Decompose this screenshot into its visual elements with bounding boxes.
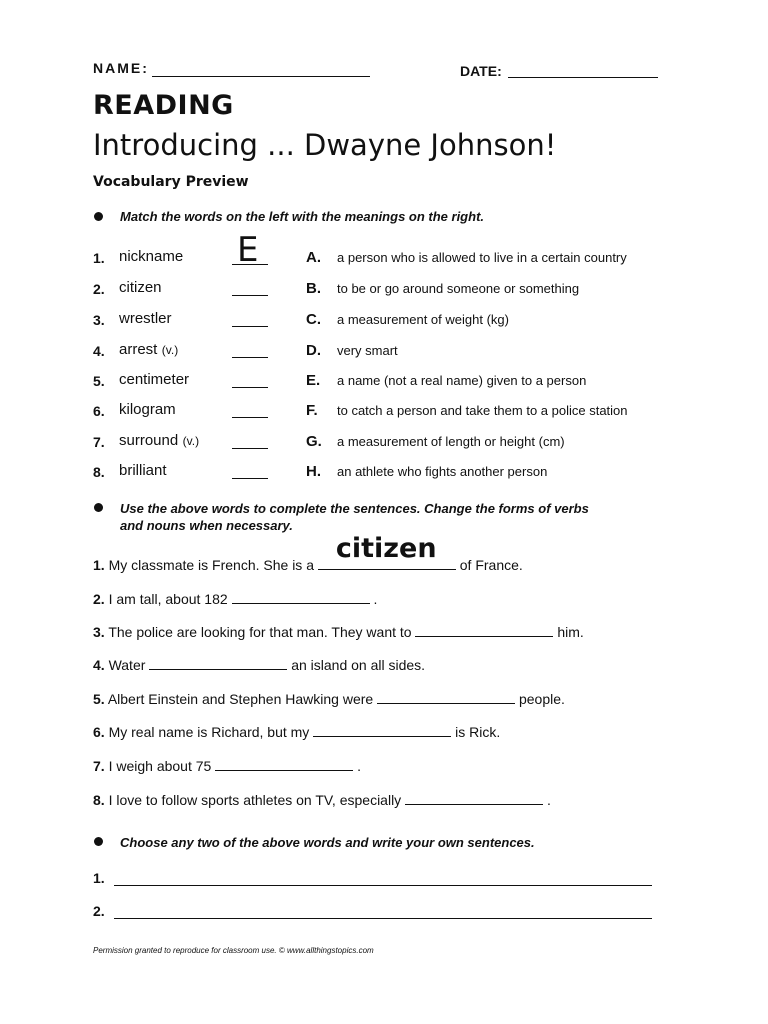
vocab-number: 4. [93,343,105,359]
footer-note: Permission granted to reproduce for classroom use. © www.allthingstopics.com [93,946,374,955]
meaning-text: to be or go around someone or something [337,281,580,296]
name-field[interactable] [152,76,370,77]
vocab-answer-field[interactable] [232,295,268,296]
bullet-icon [94,837,103,846]
date-field[interactable] [508,77,658,78]
meaning-letter: F. [306,402,318,419]
meaning-letter: C. [306,311,321,328]
meaning-letter: H. [306,463,321,480]
vocab-number: 6. [93,403,105,419]
vocab-answer: E [237,230,259,270]
sentence-blank[interactable] [149,655,287,670]
instruction-match: Match the words on the left with the meanings on the right. [120,209,485,224]
vocab-word: wrestler [119,310,172,327]
meaning-text: a name (not a real name) given to a person [337,373,587,388]
bullet-icon [94,503,103,512]
section-title: Vocabulary Preview [93,174,249,190]
sentence-answer: citizen [335,533,437,564]
sentence-blank[interactable] [232,589,370,604]
vocab-number: 5. [93,373,105,389]
sentence-row: 4. Water an island on all sides. [93,657,426,673]
instruction-own: Choose any two of the above words and write your own sentences. [120,835,535,850]
name-label: NAME: [93,60,149,76]
meaning-text: a measurement of weight (kg) [337,312,509,327]
page-subtitle: Introducing ... Dwayne Johnson! [93,128,557,162]
instruction-complete: Use the above words to complete the sentences. Change the forms of verbs and nouns when necessary. [120,501,589,533]
page-title: READING [93,90,234,121]
sentence-blank[interactable] [313,722,451,737]
vocab-answer-field[interactable] [232,387,268,388]
meaning-text: to catch a person and take them to a police station [337,403,628,418]
meaning-letter: G. [306,433,322,450]
meaning-text: a measurement of length or height (cm) [337,434,565,449]
meaning-letter: B. [306,280,321,297]
bullet-icon [94,212,103,221]
vocab-word: nickname [119,248,184,265]
own-sentence-number: 2. [93,903,105,919]
sentence-row: 5. Albert Einstein and Stephen Hawking were people. [93,691,565,707]
vocab-answer-field[interactable] [232,417,268,418]
sentence-row: 1. My classmate is French. She is a citizen of France. [93,533,523,573]
vocab-answer-field[interactable] [232,357,268,358]
vocab-number: 8. [93,464,105,480]
meaning-letter: D. [306,342,321,359]
vocab-number: 3. [93,312,105,328]
vocab-answer-field[interactable] [232,326,268,327]
vocab-word: kilogram [119,401,176,418]
sentence-row: 3. The police are looking for that man. They want to him. [93,624,584,640]
sentence-row: 7. I weigh about 75 . [93,758,361,774]
own-sentence-number: 1. [93,870,105,886]
meaning-text: an athlete who fights another person [337,464,548,479]
vocab-word: surround (v.) [119,432,200,449]
vocab-word: brilliant [119,462,167,479]
vocab-answer-field[interactable] [232,478,268,479]
meaning-text: a person who is allowed to live in a certain country [337,250,627,265]
vocab-word: arrest (v.) [119,341,179,358]
vocab-number: 2. [93,281,105,297]
sentence-blank[interactable] [415,622,553,637]
date-label: DATE: [460,63,502,79]
meaning-letter: A. [306,249,321,266]
vocab-answer-field[interactable] [232,448,268,449]
own-sentence-line[interactable] [114,885,652,886]
sentence-row: 6. My real name is Richard, but my is Rick. [93,724,501,740]
own-sentence-line[interactable] [114,918,652,919]
vocab-number: 7. [93,434,105,450]
sentence-blank[interactable] [377,689,515,704]
vocab-word: centimeter [119,371,190,388]
sentence-blank[interactable] [318,533,456,570]
vocab-number: 1. [93,250,105,266]
sentence-blank[interactable] [215,756,353,771]
sentence-row: 2. I am tall, about 182 . [93,591,378,607]
meaning-letter: E. [306,372,321,389]
sentence-blank[interactable] [405,790,543,805]
vocab-word: citizen [119,279,162,296]
sentence-row: 8. I love to follow sports athletes on TV, especially . [93,792,551,808]
meaning-text: very smart [337,343,398,358]
